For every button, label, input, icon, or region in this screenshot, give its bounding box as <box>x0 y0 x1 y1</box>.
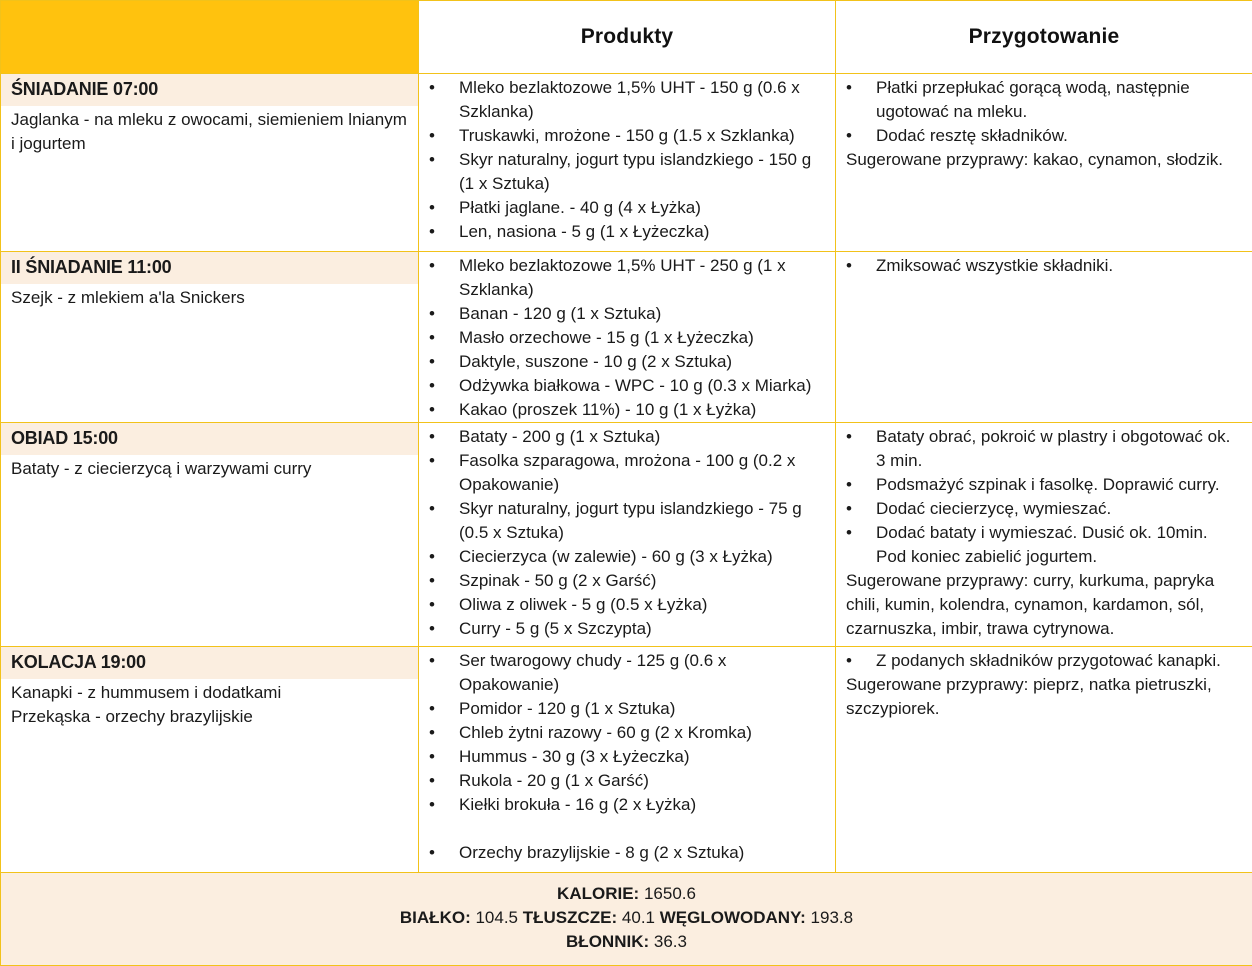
product-text: Orzechy brazylijskie - 8 g (2 x Sztuka) <box>459 843 744 862</box>
products-header: Produkty <box>419 1 836 74</box>
product-text: Truskawki, mrożone - 150 g (1.5 x Szklanka) <box>459 126 795 145</box>
product-text: Rukola - 20 g (1 x Garść) <box>459 771 649 790</box>
step-item <box>846 124 1242 148</box>
meal-info-cell <box>1 252 419 423</box>
bullet-icon: • <box>846 649 866 673</box>
bullet-icon: • <box>429 398 449 422</box>
nutrition-summary <box>1 873 1252 966</box>
product-text: Fasolka szparagowa, mrożona - 100 g (0.2 x Opakowanie) <box>459 451 795 494</box>
bullet-icon: • <box>429 841 449 865</box>
bullet-icon: • <box>429 374 449 398</box>
bullet-icon: • <box>429 449 449 473</box>
product-item <box>429 326 825 350</box>
preparation-cell <box>836 252 1252 423</box>
bullet-icon: • <box>429 254 449 278</box>
product-text: Ciecierzyca (w zalewie) - 60 g (3 x Łyżka) <box>459 547 773 566</box>
product-item <box>429 374 825 398</box>
step-text: Z podanych składników przygotować kanapki. <box>876 651 1221 670</box>
bullet-icon: • <box>429 148 449 172</box>
product-item <box>429 497 825 545</box>
macros-line <box>1 906 1252 930</box>
product-text: Kiełki brokuła - 16 g (2 x Łyżka) <box>459 795 696 814</box>
bullet-icon: • <box>846 76 866 100</box>
product-list <box>419 74 835 244</box>
product-text: Bataty - 200 g (1 x Sztuka) <box>459 427 660 446</box>
bullet-icon: • <box>429 326 449 350</box>
product-text: Chleb żytni razowy - 60 g (2 x Kromka) <box>459 723 752 742</box>
meal-info-cell <box>1 74 419 252</box>
product-item <box>429 697 825 721</box>
product-item <box>429 649 825 697</box>
step-item <box>846 254 1242 278</box>
product-item <box>429 569 825 593</box>
product-item <box>429 220 825 244</box>
products-cell <box>419 252 836 423</box>
bullet-icon: • <box>429 593 449 617</box>
meal-description: Szejk - z mlekiem a'la Snickers <box>1 284 418 310</box>
step-list <box>836 74 1252 148</box>
product-text: Hummus - 30 g (3 x Łyżeczka) <box>459 747 690 766</box>
meal-time: KOLACJA 19:00 <box>1 647 418 679</box>
product-item <box>429 745 825 769</box>
bullet-icon: • <box>429 649 449 673</box>
fiber-label: BŁONNIK: <box>566 932 649 951</box>
product-list <box>419 252 835 422</box>
bullet-icon: • <box>429 302 449 326</box>
step-text: Dodać resztę składników. <box>876 126 1068 145</box>
product-text: Daktyle, suszone - 10 g (2 x Sztuka) <box>459 352 732 371</box>
preparation-cell <box>836 647 1252 873</box>
step-item <box>846 425 1242 473</box>
step-text: Płatki przepłukać gorącą wodą, następnie ugotować na mleku. <box>876 78 1190 121</box>
bullet-icon: • <box>846 254 866 278</box>
carbs-value: 193.8 <box>811 908 854 927</box>
product-text: Mleko bezlaktozowe 1,5% UHT - 250 g (1 x Szklanka) <box>459 256 786 299</box>
products-cell <box>419 74 836 252</box>
product-item <box>429 350 825 374</box>
bullet-icon: • <box>429 617 449 641</box>
bullet-icon: • <box>429 721 449 745</box>
step-text: Zmiksować wszystkie składniki. <box>876 256 1113 275</box>
step-text: Podsmażyć szpinak i fasolkę. Doprawić curry. <box>876 475 1220 494</box>
bullet-icon: • <box>846 425 866 449</box>
product-text: Skyr naturalny, jogurt typu islandzkiego - 150 g (1 x Sztuka) <box>459 150 811 193</box>
product-text: Oliwa z oliwek - 5 g (0.5 x Łyżka) <box>459 595 707 614</box>
bullet-icon: • <box>429 196 449 220</box>
product-text: Pomidor - 120 g (1 x Sztuka) <box>459 699 675 718</box>
step-item <box>846 521 1242 569</box>
protein-label: BIAŁKO: <box>400 908 471 927</box>
fiber-line <box>1 930 1252 954</box>
product-text: Szpinak - 50 g (2 x Garść) <box>459 571 656 590</box>
product-item <box>429 124 825 148</box>
bullet-icon: • <box>429 497 449 521</box>
product-item <box>429 841 825 865</box>
bullet-icon: • <box>846 521 866 545</box>
meal-row <box>1 74 1252 252</box>
product-text: Kakao (proszek 11%) - 10 g (1 x Łyżka) <box>459 400 756 419</box>
step-item <box>846 649 1242 673</box>
calories-line <box>1 882 1252 906</box>
product-text: Odżywka białkowa - WPC - 10 g (0.3 x Miarka) <box>459 376 811 395</box>
header-row <box>1 1 1252 74</box>
meal-info-cell <box>1 647 419 873</box>
preparation-cell <box>836 74 1252 252</box>
product-text: Płatki jaglane. - 40 g (4 x Łyżka) <box>459 198 701 217</box>
product-text: Skyr naturalny, jogurt typu islandzkiego - 75 g (0.5 x Sztuka) <box>459 499 802 542</box>
summary-row <box>1 873 1252 966</box>
meal-description: Bataty - z ciecierzycą i warzywami curry <box>1 455 418 481</box>
fiber-value: 36.3 <box>654 932 687 951</box>
step-item <box>846 76 1242 124</box>
product-item <box>429 302 825 326</box>
product-item <box>429 449 825 497</box>
meal-time: OBIAD 15:00 <box>1 423 418 455</box>
bullet-icon: • <box>429 545 449 569</box>
step-list <box>836 423 1252 569</box>
product-item <box>429 545 825 569</box>
step-text: Dodać bataty i wymieszać. Dusić ok. 10min. Pod koniec zabielić jogurtem. <box>876 523 1208 566</box>
bullet-icon: • <box>429 76 449 100</box>
bullet-icon: • <box>846 124 866 148</box>
step-list <box>836 647 1252 673</box>
carbs-label: WĘGLOWODANY: <box>660 908 806 927</box>
preparation-header: Przygotowanie <box>836 1 1252 74</box>
product-text: Curry - 5 g (5 x Szczypta) <box>459 619 652 638</box>
product-item <box>429 196 825 220</box>
bullet-icon: • <box>429 793 449 817</box>
bullet-icon: • <box>429 569 449 593</box>
product-text: Ser twarogowy chudy - 125 g (0.6 x Opakowanie) <box>459 651 726 694</box>
suggested-spices: Sugerowane przyprawy: curry, kurkuma, papryka chili, kumin, kolendra, cynamon, kardamon, sól, czarnuszka, imbir, trawa cytrynowa. <box>836 569 1252 641</box>
product-list <box>419 647 835 865</box>
meal-description: Kanapki - z hummusem i dodatkami Przekąska - orzechy brazylijskie <box>1 679 418 729</box>
preparation-cell <box>836 423 1252 647</box>
suggested-spices: Sugerowane przyprawy: pieprz, natka pietruszki, szczypiorek. <box>836 673 1252 721</box>
product-text: Mleko bezlaktozowe 1,5% UHT - 150 g (0.6 x Szklanka) <box>459 78 800 121</box>
step-text: Dodać ciecierzycę, wymieszać. <box>876 499 1111 518</box>
products-cell <box>419 423 836 647</box>
meal-info-cell <box>1 423 419 647</box>
meal-row <box>1 647 1252 873</box>
bullet-icon: • <box>429 769 449 793</box>
meal-description: Jaglanka - na mleku z owocami, siemieniem lnianym i jogurtem <box>1 106 418 156</box>
product-text: Banan - 120 g (1 x Sztuka) <box>459 304 661 323</box>
product-list <box>419 423 835 641</box>
bullet-icon: • <box>429 697 449 721</box>
product-item <box>429 254 825 302</box>
step-list <box>836 252 1252 278</box>
bullet-icon: • <box>429 350 449 374</box>
step-text: Bataty obrać, pokroić w plastry i obgotować ok. 3 min. <box>876 427 1230 470</box>
bullet-icon: • <box>429 745 449 769</box>
product-item <box>429 76 825 124</box>
products-cell <box>419 647 836 873</box>
product-item <box>429 617 825 641</box>
protein-value: 104.5 <box>475 908 518 927</box>
bullet-icon: • <box>429 124 449 148</box>
meal-row <box>1 423 1252 647</box>
bullet-icon: • <box>846 497 866 521</box>
product-item <box>429 793 825 817</box>
product-text: Masło orzechowe - 15 g (1 x Łyżeczka) <box>459 328 754 347</box>
bullet-icon: • <box>429 220 449 244</box>
suggested-spices: Sugerowane przyprawy: kakao, cynamon, słodzik. <box>836 148 1252 172</box>
calories-value: 1650.6 <box>644 884 696 903</box>
product-text: Len, nasiona - 5 g (1 x Łyżeczka) <box>459 222 709 241</box>
product-item <box>429 769 825 793</box>
meal-time: ŚNIADANIE 07:00 <box>1 74 418 106</box>
step-item <box>846 497 1242 521</box>
step-item <box>846 473 1242 497</box>
meal-time: II ŚNIADANIE 11:00 <box>1 252 418 284</box>
product-item <box>429 148 825 196</box>
meal-row <box>1 252 1252 423</box>
fat-label: TŁUSZCZE: <box>523 908 617 927</box>
fat-value: 40.1 <box>622 908 655 927</box>
header-corner <box>1 1 419 74</box>
bullet-icon: • <box>846 473 866 497</box>
bullet-icon: • <box>429 425 449 449</box>
calories-label: KALORIE: <box>557 884 639 903</box>
product-item <box>429 398 825 422</box>
product-item <box>429 425 825 449</box>
product-item <box>429 593 825 617</box>
product-item <box>429 721 825 745</box>
